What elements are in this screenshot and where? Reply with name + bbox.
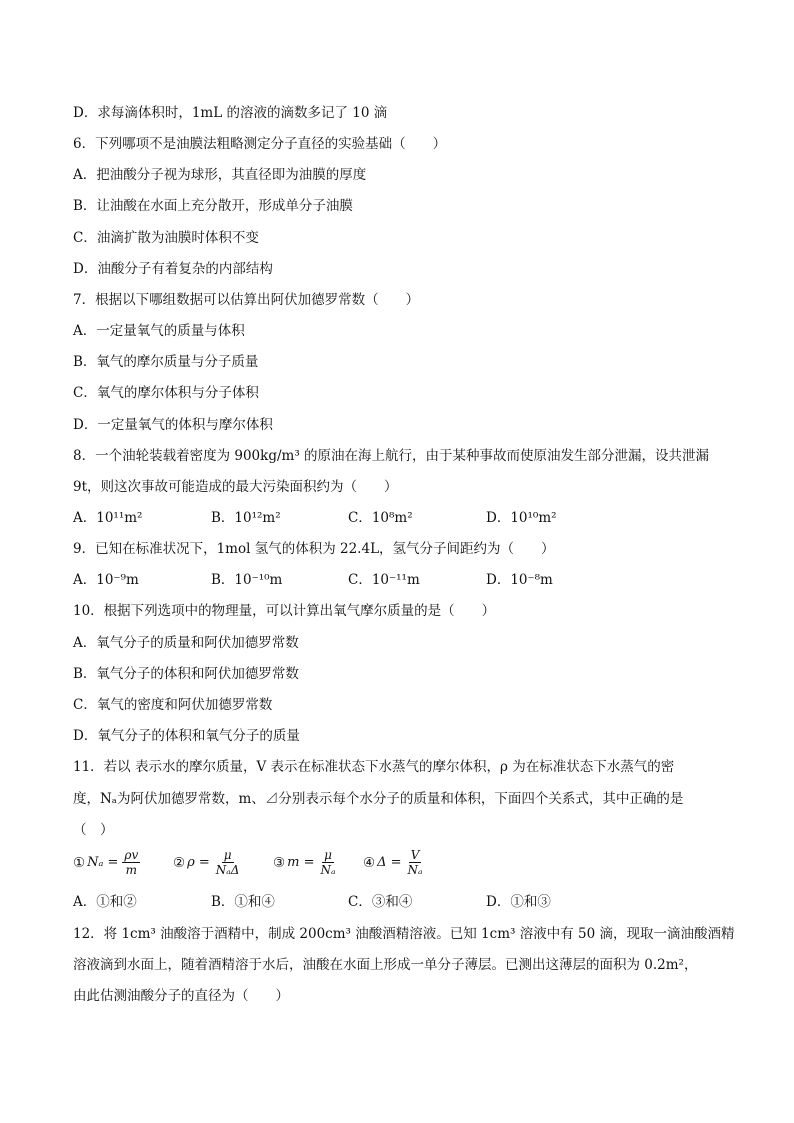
q9-option-d: D．10⁻⁸m	[486, 572, 553, 588]
q11-stem-line1: 11．若以 表示水的摩尔质量，V 表示在标准状态下水蒸气的摩尔体积，ρ 为在标准状态下水蒸气的密	[73, 759, 675, 775]
q11-formula-2	[173, 848, 241, 877]
q9-option-a: A．10⁻⁹m	[73, 572, 139, 588]
q11-formula-3	[273, 848, 337, 877]
q11-option-a: A．①和②	[73, 894, 137, 910]
q7-option-c: C．氧气的摩尔体积与分子体积	[73, 385, 259, 401]
formula-4-denominator: Nₐ	[407, 863, 423, 877]
q10-option-b: B．氧气分子的体积和阿伏加德罗常数	[73, 666, 299, 682]
q8-option-c: C．10⁸m²	[348, 510, 413, 526]
q6-stem: 6．下列哪项不是油膜法粗略测定分子直径的实验基础（ ）	[73, 136, 447, 152]
formula-1-lhs: Nₐ =	[87, 855, 119, 870]
q11-formula-4	[363, 848, 425, 877]
formula-3-numerator: μ	[324, 848, 332, 862]
formula-3-denominator: Nₐ	[320, 863, 336, 877]
formula-3-label: ③	[273, 854, 286, 871]
q11-option-c: C．③和④	[348, 894, 413, 910]
q6-option-d: D．油酸分子有着复杂的内部结构	[73, 261, 273, 277]
formula-2-fraction	[214, 848, 242, 877]
formula-1-denominator: m	[125, 863, 137, 877]
q7-option-b: B．氧气的摩尔质量与分子质量	[73, 354, 259, 370]
q6-option-c: C．油滴扩散为油膜时体积不变	[73, 230, 259, 246]
formula-1-numerator: ρv	[124, 848, 139, 862]
q9-option-b: B．10⁻¹⁰m	[211, 572, 283, 588]
q8-option-a: A．10¹¹m²	[73, 510, 143, 526]
q7-option-a: A．一定量氧气的质量与体积	[73, 323, 245, 339]
q8-option-d: D．10¹⁰m²	[486, 510, 557, 526]
q6-option-a: A．把油酸分子视为球形，其直径即为油膜的厚度	[73, 167, 367, 183]
formula-3-lhs: m =	[287, 855, 315, 870]
q10-option-d: D．氧气分子的体积和氧气分子的质量	[73, 728, 300, 744]
q11-stem-line3: （ ）	[73, 822, 114, 838]
q11-option-b: B．①和④	[211, 894, 275, 910]
formula-2-lhs: ρ =	[187, 855, 210, 870]
q11-formula-1	[73, 848, 140, 877]
q12-stem-line1: 12．将 1cm³ 油酸溶于酒精中，制成 200cm³ 油酸酒精溶液。已知 1cm³ 溶液中有 50 滴，现取一滴油酸酒精	[73, 926, 735, 942]
formula-4-fraction	[406, 848, 425, 877]
formula-4-numerator: V	[410, 848, 420, 862]
q7-stem: 7．根据以下哪组数据可以估算出阿伏加德罗常数（ ）	[73, 292, 420, 308]
formula-2-denominator: NₐΔ	[215, 863, 240, 877]
q7-option-d: D．一定量氧气的体积与摩尔体积	[73, 417, 273, 433]
q8-stem-line1: 8．一个油轮装载着密度为 900kg/m³ 的原油在海上航行，由于某种事故而使原油发生部分泄漏，设共泄漏	[73, 448, 710, 464]
formula-2-numerator: μ	[223, 848, 232, 862]
formula-3-fraction	[318, 848, 337, 877]
q10-stem: 10．根据下列选项中的物理量，可以计算出氧气摩尔质量的是（ ）	[73, 603, 496, 619]
q10-option-c: C．氧气的密度和阿伏加德罗常数	[73, 697, 273, 713]
q5-option-d: D．求每滴体积时，1mL 的溶液的滴数多记了 10 滴	[73, 105, 388, 121]
formula-1-label: ①	[73, 854, 86, 871]
q8-option-b: B．10¹²m²	[211, 510, 281, 526]
q6-option-b: B．让油酸在水面上充分散开，形成单分子油膜	[73, 198, 353, 214]
q8-stem-line2: 9t，则这次事故可能造成的最大污染面积约为（ ）	[73, 479, 398, 495]
q12-stem-line3: 由此估测油酸分子的直径为（ ）	[73, 988, 289, 1004]
formula-2-label: ②	[173, 854, 186, 871]
formula-4-lhs: Δ =	[377, 855, 402, 870]
formula-4-label: ④	[363, 854, 376, 871]
formula-1-fraction	[122, 848, 140, 877]
q11-stem-line2: 度，Nₐ为阿伏加德罗常数，m、⊿分别表示每个水分子的质量和体积，下面四个关系式，其中正确的是	[73, 791, 684, 807]
q12-stem-line2: 溶液滴到水面上，随着酒精溶于水后，油酸在水面上形成一单分子薄层。已测出这薄层的面积为 0.2m²，	[73, 957, 698, 973]
q11-formulas	[73, 848, 633, 884]
q9-stem: 9．已知在标准状况下，1mol 氢气的体积为 22.4L，氢气分子间距约为（ ）	[73, 541, 555, 557]
q9-option-c: C．10⁻¹¹m	[348, 572, 420, 588]
q10-option-a: A．氧气分子的质量和阿伏加德罗常数	[73, 635, 299, 651]
q11-option-d: D．①和③	[486, 894, 551, 910]
